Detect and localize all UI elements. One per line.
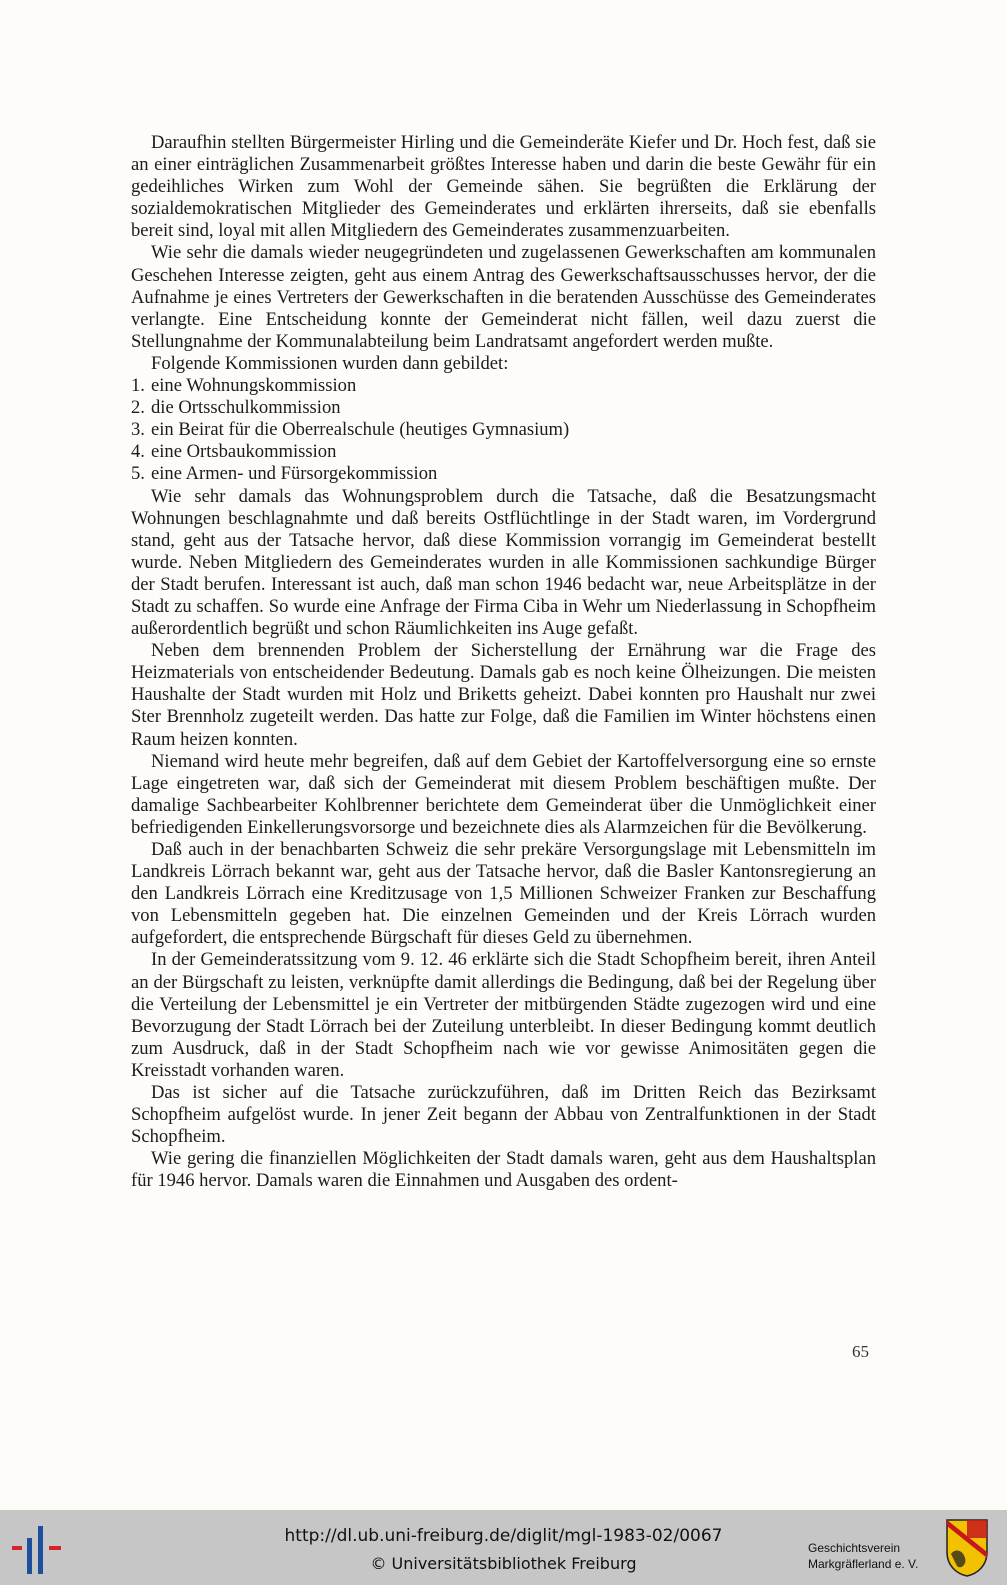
society-line: Geschichtsverein [808, 1541, 901, 1555]
heraldic-crest-icon [945, 1518, 989, 1578]
list-text: eine Wohnungskommission [151, 375, 357, 397]
footer-url-link[interactable]: http://dl.ub.uni-freiburg.de/diglit/mgl-1983-02/0067 [284, 1526, 723, 1546]
paragraph: Wie sehr damals das Wohnungsproblem durch die Tatsache, daß die Besatzungsmacht Wohnungen beschlagnahmte und daß bereits Ostflüchtlinge in der Stadt waren, im Vordergrund stand, geht aus der Tatsache hervor, daß diese Kommission vorrangig im Gemeinderat bestellt wurde. Neben Mitgliedern des Gemeinderates wurden in alle Kommissionen sachkundige Bürger der Stadt berufen. Interessant ist auch, daß man schon 1946 bedacht war, neue Arbeitsplätze in der Stadt zu schaffen. So wurde eine Anfrage der Firma Ciba in Wehr um Niederlassung in Schopfheim außerordentlich begrüßt und schon Räumlichkeiten ins Auge gefaßt. [131, 485, 876, 640]
paragraph: Wie sehr die damals wieder neugegründeten und zugelassenen Gewerkschaften am kommunalen Geschehen Interesse zeigten, geht aus einem Antrag des Gewerkschaftsausschusses hervor, der die Aufnahme je eines Vertreters der Gewerkschaften in die beratenden Ausschüsse des Gemeinderates verlangte. Eine Entscheidung konnte der Gemeinderat nicht fällen, weil dazu zuerst die Stellungnahme der Kommunalabteilung beim Landratsamt angefordert werden mußte. [131, 242, 876, 352]
paragraph: Das ist sicher auf die Tatsache zurückzuführen, daß im Dritten Reich das Bezirksamt Schopfheim aufgelöst wurde. In jener Zeit begann der Abbau von Zentralfunktionen in der Stadt Schopfheim. [131, 1082, 876, 1148]
page-body [131, 132, 876, 1193]
paragraph: Wie gering die finanziellen Möglichkeiten der Stadt damals waren, geht aus dem Haushaltsplan für 1946 hervor. Damals waren die Einnahmen und Ausgaben des ordent- [131, 1148, 876, 1192]
list-text: die Ortsschulkommission [151, 397, 341, 419]
list-number: 1. [131, 375, 145, 397]
list-number: 5. [131, 463, 145, 485]
society-line: Markgräflerland e. V. [808, 1557, 919, 1571]
society-name [808, 1540, 938, 1572]
list-text: ein Beirat für die Oberrealschule (heutiges Gymnasium) [151, 419, 570, 441]
paragraph: Folgende Kommissionen wurden dann gebildet: [151, 352, 509, 374]
list-text: eine Ortsbaukommission [151, 441, 337, 463]
paragraph: Neben dem brennenden Problem der Sicherstellung der Ernährung war die Frage des Heizmaterials von entscheidender Bedeutung. Damals gab es noch keine Ölheizungen. Die meisten Haushalte der Stadt wurden mit Holz und Briketts geheizt. Dabei konnten pro Haushalt nur zwei Ster Brennholz zugeteilt werden. Das hatte zur Folge, daß die Familien im Winter höchstens einen Raum heizen konnten. [131, 640, 876, 750]
footer-copyright: © Universitätsbibliothek Freiburg [370, 1554, 637, 1573]
list-item [131, 375, 876, 397]
list-number: 3. [131, 419, 145, 441]
list-item [131, 441, 876, 463]
list-number: 4. [131, 441, 145, 463]
paragraph: Niemand wird heute mehr begreifen, daß auf dem Gebiet der Kartoffelversorgung eine so ernste Lage eingetreten war, daß sich der Gemeinderat mit diesem Problem beschäftigen mußte. Der damalige Sachbearbeiter Kohlbrenner berichtete dem Gemeinderat über die Unmöglichkeit einer befriedigenden Einkellerungsvorsorge und bezeichnete dies als Alarmzeichen für die Bevölkerung. [131, 750, 876, 838]
list-item [131, 397, 876, 419]
footer-bar [0, 1510, 1007, 1585]
paragraph: Daß auch in der benachbarten Schweiz die sehr prekäre Versorgungslage mit Lebensmitteln im Landkreis Lörrach bekannt war, geht aus der Tatsache hervor, daß die Basler Kantonsregierung an den Landkreis Lörrach eine Kreditzusage von 1,5 Millionen Schweizer Franken zur Beschaffung von Lebensmitteln gegeben hat. Die einzelnen Gemeinden und der Kreis Lörrach wurden aufgefordert, die entsprechende Bürgschaft für dieses Geld zu übernehmen. [131, 839, 876, 949]
list-item [131, 463, 876, 485]
list-text: eine Armen- und Fürsorgekommission [151, 463, 438, 485]
paragraph: Daraufhin stellten Bürgermeister Hirling und die Gemeinderäte Kiefer und Dr. Hoch fest, daß sie an einer einträglichen Zusammenarbeit größtes Interesse haben und darin die beste Gewähr für ein gedeihliches Wirken zum Wohl der Gemeinde sähen. Sie begrüßten die Erklärung der sozialdemokratischen Mitglieder des Gemeinderates und erklärten ihrerseits, daß sie ebenfalls bereit sind, loyal mit allen Mitgliedern des Gemeinderates zusammenzuarbeiten. [131, 132, 876, 242]
commission-list [131, 375, 876, 485]
paragraph: In der Gemeinderatssitzung vom 9. 12. 46 erklärte sich die Stadt Schopfheim bereit, ihren Anteil an der Bürgschaft zu leisten, verknüpfte damit allerdings die Bedingung, daß bei der Regelung über die Verteilung der Lebensmittel je ein Vertreter der mitbürgenden Städte zugezogen wird und eine Bevorzugung der Stadt Lörrach bei der Zuteilung unterbleibt. In dieser Bedingung kommt deutlich zum Ausdruck, daß in der Stadt Schopfheim nach wie vor gewisse Animositäten gegen die Kreisstadt vorhanden waren. [131, 949, 876, 1081]
page-number: 65 [852, 1342, 869, 1361]
list-item [131, 419, 876, 441]
list-number: 2. [131, 397, 145, 419]
